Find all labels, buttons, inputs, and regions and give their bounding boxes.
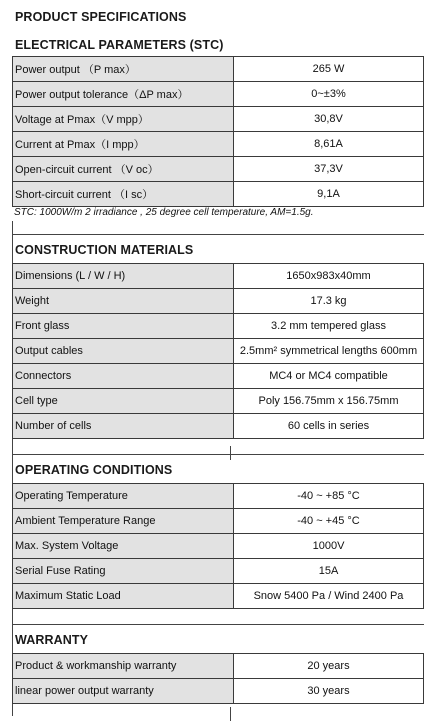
row-label: Max. System Voltage bbox=[13, 534, 234, 559]
stc-note: STC: 1000W/m 2 irradiance , 25 degree cell temperature, AM=1.5g. bbox=[14, 207, 314, 218]
section-spacer bbox=[12, 609, 424, 624]
table-row bbox=[13, 364, 424, 389]
section-spacer bbox=[12, 221, 424, 234]
row-value: Snow 5400 Pa / Wind 2400 Pa bbox=[234, 584, 424, 609]
row-value: 2.5mm² symmetrical lengths 600mm bbox=[234, 339, 424, 364]
column-divider-tick bbox=[230, 707, 231, 721]
table-row bbox=[13, 264, 424, 289]
construction-section-title: CONSTRUCTION MATERIALS bbox=[12, 234, 424, 263]
row-label: Output cables bbox=[13, 339, 234, 364]
warranty-table bbox=[12, 653, 424, 704]
row-value: 60 cells in series bbox=[234, 414, 424, 439]
table-row bbox=[13, 339, 424, 364]
row-value: 3.2 mm tempered glass bbox=[234, 314, 424, 339]
table-row bbox=[13, 82, 424, 107]
spec-sheet bbox=[12, 0, 424, 716]
electrical-section-title: ELECTRICAL PARAMETERS (STC) bbox=[15, 38, 224, 52]
table-row bbox=[13, 289, 424, 314]
table-row bbox=[13, 314, 424, 339]
row-value: -40 ~ +85 °C bbox=[234, 484, 424, 509]
table-row bbox=[13, 584, 424, 609]
electrical-table bbox=[12, 56, 424, 207]
row-value: Poly 156.75mm x 156.75mm bbox=[234, 389, 424, 414]
row-label: Product & workmanship warranty bbox=[13, 654, 234, 679]
table-row bbox=[13, 654, 424, 679]
table-row bbox=[13, 414, 424, 439]
document-title: PRODUCT SPECIFICATIONS bbox=[15, 10, 187, 24]
operating-section-title: OPERATING CONDITIONS bbox=[12, 454, 424, 483]
row-value: 37,3V bbox=[234, 157, 424, 182]
row-label: Front glass bbox=[13, 314, 234, 339]
row-value: 20 years bbox=[234, 654, 424, 679]
row-value: 9,1A bbox=[234, 182, 424, 207]
row-label: Dimensions (L / W / H) bbox=[13, 264, 234, 289]
row-value: 265 W bbox=[234, 57, 424, 82]
table-row bbox=[13, 107, 424, 132]
table-row bbox=[13, 132, 424, 157]
row-value: 0~±3% bbox=[234, 82, 424, 107]
table-row bbox=[13, 509, 424, 534]
row-value: 30,8V bbox=[234, 107, 424, 132]
row-value: 17.3 kg bbox=[234, 289, 424, 314]
table-row bbox=[13, 534, 424, 559]
construction-table bbox=[12, 263, 424, 439]
table-row bbox=[13, 679, 424, 704]
operating-table bbox=[12, 483, 424, 609]
row-value: 30 years bbox=[234, 679, 424, 704]
section-spacer bbox=[12, 704, 424, 716]
row-label: Operating Temperature bbox=[13, 484, 234, 509]
row-label: Current at Pmax（I mpp） bbox=[13, 132, 234, 157]
column-divider-tick bbox=[230, 446, 231, 460]
table-row bbox=[13, 484, 424, 509]
row-label: Power output （P max） bbox=[13, 57, 234, 82]
table-row bbox=[13, 57, 424, 82]
table-row bbox=[13, 559, 424, 584]
row-label: Short-circuit current （I sc） bbox=[13, 182, 234, 207]
warranty-section-title: WARRANTY bbox=[12, 624, 424, 653]
row-label: Voltage at Pmax（V mpp） bbox=[13, 107, 234, 132]
row-value: 1650x983x40mm bbox=[234, 264, 424, 289]
row-label: linear power output warranty bbox=[13, 679, 234, 704]
row-label: Power output tolerance（ΔP max） bbox=[13, 82, 234, 107]
row-value: 15A bbox=[234, 559, 424, 584]
row-label: Connectors bbox=[13, 364, 234, 389]
table-row bbox=[13, 389, 424, 414]
row-label: Serial Fuse Rating bbox=[13, 559, 234, 584]
row-value: -40 ~ +45 °C bbox=[234, 509, 424, 534]
table-row bbox=[13, 182, 424, 207]
row-label: Weight bbox=[13, 289, 234, 314]
section-spacer bbox=[12, 439, 424, 454]
row-value: 1000V bbox=[234, 534, 424, 559]
row-label: Cell type bbox=[13, 389, 234, 414]
row-value: MC4 or MC4 compatible bbox=[234, 364, 424, 389]
row-value: 8,61A bbox=[234, 132, 424, 157]
row-label: Open-circuit current （V oc） bbox=[13, 157, 234, 182]
row-label: Maximum Static Load bbox=[13, 584, 234, 609]
row-label: Ambient Temperature Range bbox=[13, 509, 234, 534]
row-label: Number of cells bbox=[13, 414, 234, 439]
table-row bbox=[13, 157, 424, 182]
